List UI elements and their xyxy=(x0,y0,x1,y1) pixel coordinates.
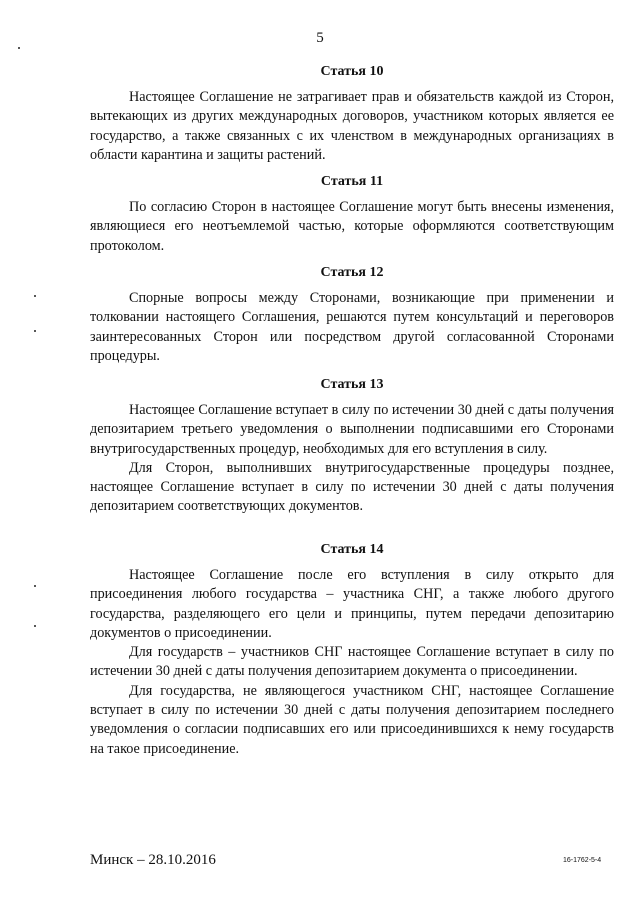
margin-mark xyxy=(34,330,36,332)
margin-mark xyxy=(18,47,20,49)
article-paragraph: Для Сторон, выполнивших внутригосударственные процедуры позднее, настоящее Соглашение вступает в силу по истечении 30 дней с даты получения депозитарием соответствующих документов. xyxy=(90,459,614,515)
article-heading: Статья 13 xyxy=(320,377,384,392)
article-12 xyxy=(90,264,614,366)
article-heading: Статья 12 xyxy=(320,265,384,280)
margin-mark xyxy=(34,585,36,587)
margin-mark xyxy=(34,295,36,297)
article-13 xyxy=(90,376,614,517)
article-10 xyxy=(90,63,614,165)
article-paragraph: Спорные вопросы между Сторонами, возникающие при применении и толковании настоящего Соглашения, решаются путем консультаций и переговоров заинтересованных Сторон или посредством другой согласованной Сторонами процедуры. xyxy=(90,290,614,364)
article-heading: Статья 10 xyxy=(320,64,384,79)
article-14 xyxy=(90,541,614,759)
article-paragraph: Для государств – участников СНГ настоящее Соглашение вступает в силу по истечении 30 дней с даты получения депозитарием документа о присоединении. xyxy=(90,644,614,680)
article-paragraph: Настоящее Соглашение после его вступления в силу открыто для присоединения любого государства – участника СНГ, а также любого другого государства, разделяющего его цели и принципы, путем передачи депозитарию документов о присоединении. xyxy=(90,567,614,641)
article-paragraph: По согласию Сторон в настоящее Соглашение могут быть внесены изменения, являющиеся его неотъемлемой частью, которые оформляются соответствующим протоколом. xyxy=(90,199,614,254)
page-number: 5 xyxy=(316,30,324,46)
article-heading: Статья 11 xyxy=(320,174,384,189)
article-heading: Статья 14 xyxy=(320,542,384,557)
article-paragraph: Для государства, не являющегося участником СНГ, настоящее Соглашение вступает в силу по истечении 30 дней с даты получения депозитарием последнего уведомления о согласии подписавших его или присоединившихся к нему государств на такое присоединение. xyxy=(90,682,614,757)
footer-place-date: Минск – 28.10.2016 xyxy=(90,852,216,868)
article-11 xyxy=(90,173,614,256)
article-paragraph: Настоящее Соглашение вступает в силу по истечении 30 дней с даты получения депозитарием третьего уведомления о выполнении подписавшими его Сторонами внутригосударственных процедур, необходимых для его вступления в силу. xyxy=(90,402,614,457)
footer-doc-code: 16-1762-5-4 xyxy=(563,857,602,864)
article-paragraph: Настоящее Соглашение не затрагивает прав и обязательств каждой из Сторон, вытекающих из других международных договоров, участником которых является ее государство, а также связанных с их членством в международных организациях в области карантина и защиты растений. xyxy=(90,89,614,163)
margin-mark xyxy=(34,625,36,627)
